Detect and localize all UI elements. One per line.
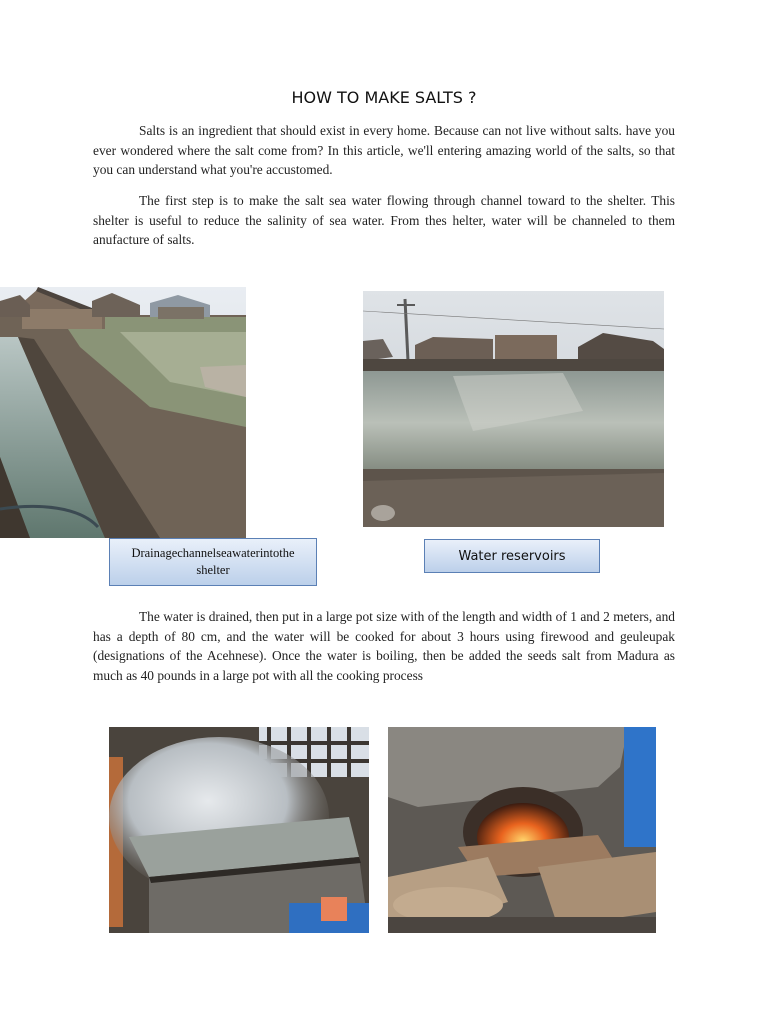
photo-boiling-pot	[109, 727, 369, 933]
paragraph-cooking-process: The water is drained, then put in a large pot size with of the length and width of 1 and 2 meters, and has a depth of 80 cm, and the water will be cooked for about 3 hours using firewood and geuleupak (designations of the Acehnese). Once the water is boiling, then be added the seeds salt from Madura as much as 40 pounds in a large pot with all the cooking process	[93, 609, 675, 683]
photo-water-reservoir	[363, 291, 664, 527]
paragraph-step-one: The first step is to make the salt sea water flowing through channel toward to the shelter. This shelter is useful to reduce the salinity of sea water. From thes helter, water will be channeled to them anufacture of salts.	[93, 193, 675, 248]
photo-firewood-stove	[388, 727, 656, 933]
caption-drainage-channel: Drainagechannelseawaterintothe shelter	[109, 538, 317, 586]
caption-water-reservoirs: Water reservoirs	[424, 539, 600, 573]
page-title: HOW TO MAKE SALTS ?	[291, 88, 477, 107]
paragraph-intro: Salts is an ingredient that should exist in every home. Because can not live without salts. have you ever wondered where the salt come from? In this article, we'll entering amazing world of the salts, so that you can understand what you're accustomed.	[93, 123, 675, 178]
photo-drainage-channel	[0, 287, 246, 538]
